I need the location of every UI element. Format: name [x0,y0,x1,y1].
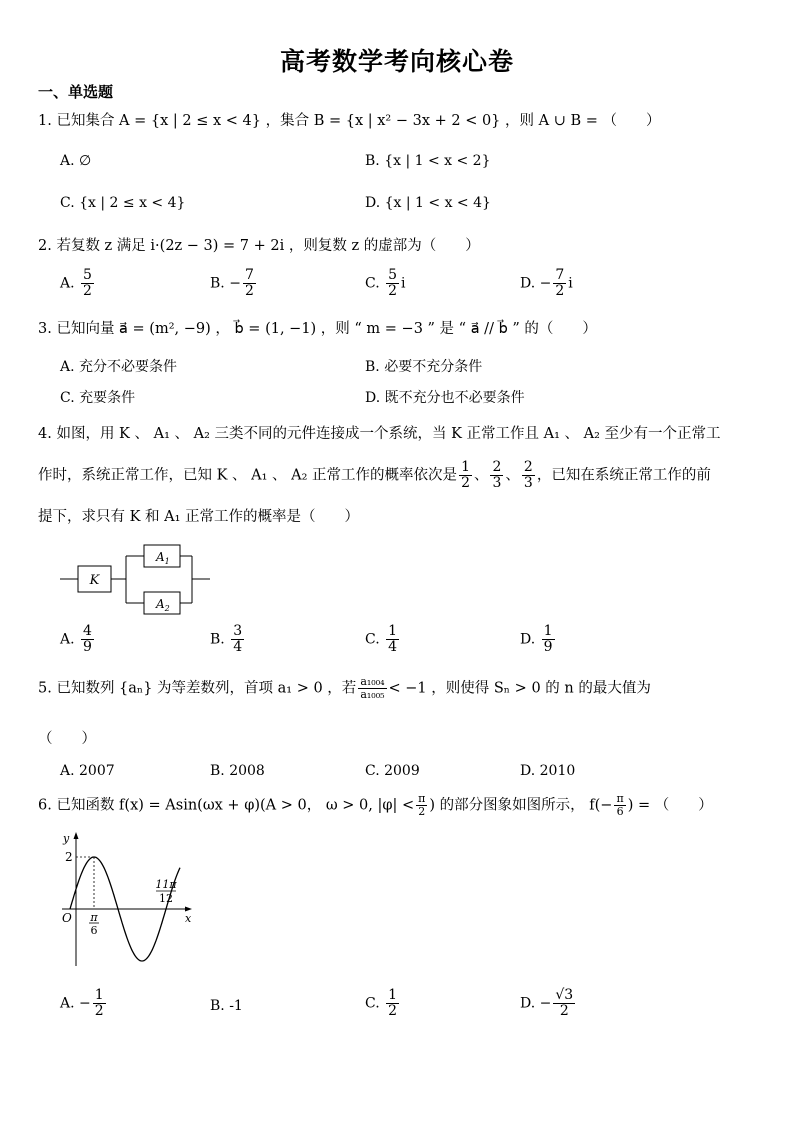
q6-text: ) 的部分图象如图所示， f(− [429,797,613,814]
q6-text: ) = （ ） [627,797,713,814]
fraction [490,460,503,491]
numerator: 7 [555,267,565,283]
q5-option-c[interactable]: C. 2009 [365,763,420,779]
page-title: 高考数学考向核心卷 [279,47,514,76]
tick-label-pi-6-num: π [90,911,98,924]
sign: − [229,275,241,292]
numerator: 1 [388,623,398,639]
fraction [231,624,244,655]
q6-option-b[interactable]: B. -1 [210,998,243,1014]
question-1-stem: 1. 已知集合 A = {x | 2 ≤ x < 4} ，集合 B = {x | x² − 3x + 2 < 0} ，则 A ∪ B = （ ） [38,113,661,129]
numerator: √3 [555,987,574,1003]
tick-label-pi-6-den: 6 [90,924,98,937]
numerator: 1 [388,987,398,1003]
q2-option-a[interactable] [60,268,96,299]
numerator: 2 [523,459,533,475]
option-label: A. [60,631,75,648]
tick-label-11pi-12-den: 12 [159,892,173,905]
denominator: 4 [388,639,398,655]
q1-option-a[interactable]: A. ∅ [60,153,92,169]
q1-option-c[interactable]: C. {x | 2 ≤ x < 4} [60,195,186,211]
option-label: D. [520,995,536,1012]
q4-option-d[interactable] [520,624,557,655]
subscript: 2 [164,604,170,613]
numerator: 3 [233,623,243,639]
suffix: i [568,275,573,292]
option-label: C. [365,631,380,648]
denominator: 2 [94,1003,104,1019]
q6-option-a[interactable] [60,988,108,1019]
denominator: 2 [244,283,254,299]
question-4-line-2 [38,460,711,491]
max-value-label: 2 [65,850,73,864]
q4-line2-text: ，已知在系统正常工作的前 [536,467,711,484]
fraction [459,460,472,491]
q4-line2-text: 作时，系统正常工作，已知 K 、 A₁ 、 A₂ 正常工作的概率依次是 [38,467,458,484]
q5-text: 5. 已知数列 {aₙ} 为等差数列，首项 a₁ > 0 ，若 [38,680,357,697]
fraction [81,624,94,655]
numerator: π [418,792,426,805]
question-4-line-1: 4. 如图，用 K 、 A₁ 、 A₂ 三类不同的元件连接成一个系统，当 K 正常工作且 A₁ 、 A₂ 至少有一个正常工 [38,426,721,442]
origin-label: O [62,911,72,925]
option-label: C. [365,275,380,292]
denominator: 3 [523,475,533,491]
denominator: 2 [418,805,426,818]
fraction [386,988,399,1019]
denominator: a₁₀₀₅ [360,688,385,701]
option-label: A. [60,275,75,292]
fraction [93,988,106,1019]
tick-label-11pi-12-num: 11π [155,878,177,891]
circuit-diagram [58,544,213,620]
fraction [614,793,625,818]
q6-text: 6. 已知函数 f(x) = Asin(ωx + φ)(A > 0， ω > 0, |φ| < [38,797,415,814]
denominator: 2 [83,283,92,299]
fraction [386,268,399,299]
fraction [553,988,575,1019]
denominator: 2 [388,283,398,299]
q4-option-c[interactable] [365,624,401,655]
numerator: 1 [543,623,553,639]
q3-option-d[interactable]: D. 既不充分也不必要条件 [365,390,525,406]
denominator: 9 [543,639,553,655]
question-6-stem [38,793,713,818]
q1-option-d[interactable]: D. {x | 1 < x < 4} [365,195,491,211]
q6-option-c[interactable] [365,988,401,1019]
q6-option-d[interactable] [520,988,577,1019]
subscript: 1 [164,557,170,566]
numerator: π [616,792,624,805]
letter: A [156,550,165,564]
q2-option-c[interactable] [365,268,406,299]
fraction [386,624,399,655]
y-axis-arrow-icon [74,832,79,839]
component-a2-label [155,597,170,613]
sign: − [79,995,91,1012]
denominator: 9 [83,639,92,655]
q1-option-b[interactable]: B. {x | 1 < x < 2} [365,153,491,169]
denominator: 4 [233,639,243,655]
q5-text: < −1 ，则使得 Sₙ > 0 的 n 的最大值为 [388,680,651,697]
numerator: 4 [83,623,92,639]
q4-option-b[interactable] [210,624,246,655]
fraction [416,793,427,818]
numerator: 5 [388,267,398,283]
q2-option-b[interactable] [210,268,258,299]
question-3-stem: 3. 已知向量 a⃗ = (m², −9) ， b⃗ = (1, −1) ，则 “ m = −3 ” 是 “ a⃗ // b⃗ ” 的（ ） [38,321,597,337]
question-2-stem: 2. 若复数 z 满足 i·(2z − 3) = 7 + 2i ，则复数 z 的虚部为（ ） [38,238,480,254]
q3-option-b[interactable]: B. 必要不充分条件 [365,359,483,375]
q5-option-d[interactable]: D. 2010 [520,763,576,779]
component-k-label: K [89,573,100,588]
separator: 、 [473,467,489,484]
q3-option-c[interactable]: C. 充要条件 [60,390,136,406]
fraction [522,460,535,491]
denominator: 2 [461,475,470,491]
option-label: D. [520,275,536,292]
fraction [358,676,386,701]
sign: − [539,995,552,1012]
numerator: 7 [244,267,254,283]
option-label: D. [520,631,536,648]
q5-option-a[interactable]: A. 2007 [60,763,115,779]
numerator: 2 [492,459,502,475]
denominator: 2 [555,283,565,299]
fraction [553,268,566,299]
numerator: a₁₀₀₄ [360,675,385,688]
sign: − [539,275,552,292]
component-a1-label [155,550,170,566]
denominator: 2 [388,1003,398,1019]
q4-option-a[interactable] [60,624,96,655]
option-label: B. [210,631,225,648]
separator: 、 [505,467,520,484]
question-4-line-3: 提下，求只有 K 和 A₁ 正常工作的概率是（ ） [38,509,360,525]
question-5-stem [38,676,651,701]
letter: A [156,597,165,611]
q3-option-a[interactable]: A. 充分不必要条件 [60,359,178,375]
section-heading: 一、单选题 [38,83,114,101]
numerator: 5 [83,267,92,283]
y-axis-label: y [63,832,70,845]
x-axis-arrow-icon [185,907,192,912]
fraction [542,624,555,655]
question-5-paren: （ ） [38,731,96,747]
denominator: 3 [492,475,502,491]
option-label: B. [210,275,225,292]
fraction [243,268,256,299]
function-graph [56,830,196,972]
q5-option-b[interactable]: B. 2008 [210,763,265,779]
denominator: 6 [616,805,624,818]
fraction [81,268,94,299]
x-axis-label: x [185,912,192,925]
denominator: 2 [559,1003,569,1019]
numerator: 1 [461,459,470,475]
q2-option-d[interactable] [520,268,573,299]
option-label: A. [60,995,75,1012]
option-label: C. [365,995,380,1012]
suffix: i [401,275,406,292]
numerator: 1 [94,987,104,1003]
